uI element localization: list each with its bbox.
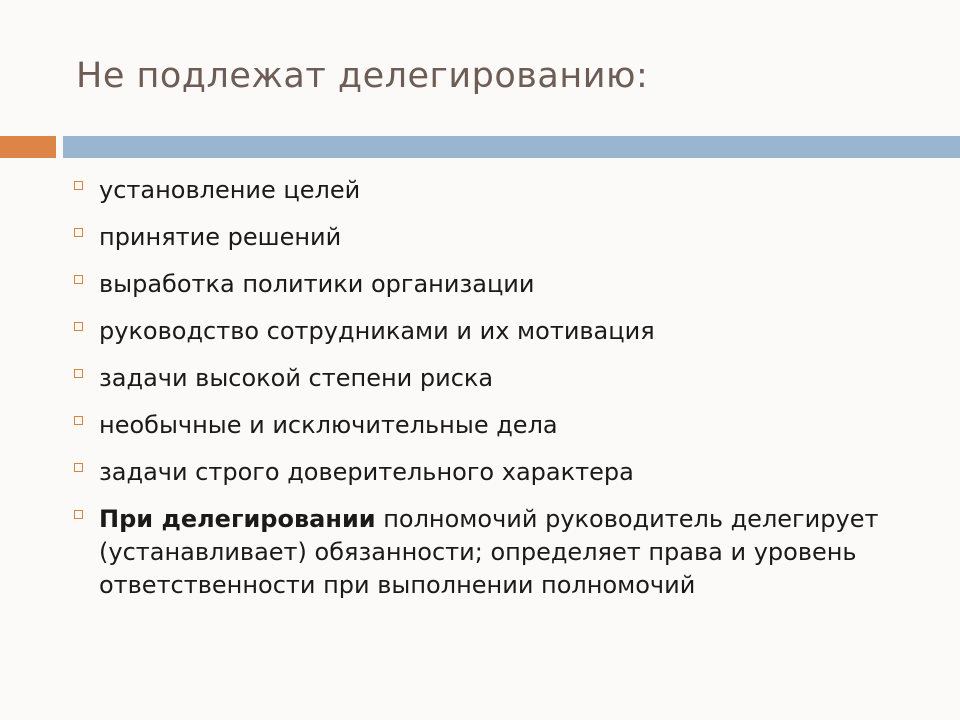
list-item (74, 362, 934, 395)
list-item-text: задачи высокой степени риска (99, 364, 494, 392)
bullet-square-icon (74, 228, 83, 237)
list-item-text: задачи строго доверительного характера (99, 458, 634, 486)
bullet-square-icon (74, 181, 83, 190)
list-item (74, 456, 934, 489)
list-item-delegation-note (74, 503, 934, 602)
bullet-square-icon (74, 322, 83, 331)
list-item (74, 221, 934, 254)
bullet-square-icon (74, 510, 83, 519)
title-rule-bar (63, 136, 960, 158)
bullet-square-icon (74, 416, 83, 425)
delegation-body-text: полномочий руководитель делегирует (устанавливает) обязанности; определяет права и уровень ответственности при выполнении полномочий (99, 505, 879, 599)
delegation-lead-text: При делегировании (99, 505, 376, 533)
list-item (74, 315, 934, 348)
list-item (74, 268, 934, 301)
list-item-text: установление целей (99, 176, 361, 204)
bullet-square-icon (74, 369, 83, 378)
list-item (74, 409, 934, 442)
list-item-text: необычные и исключительные дела (99, 411, 558, 439)
list-item-text: руководство сотрудниками и их мотивация (99, 317, 655, 345)
bullet-square-icon (74, 275, 83, 284)
bullet-list (74, 174, 934, 602)
accent-bar (0, 136, 56, 158)
list-item-text: принятие решений (99, 223, 342, 251)
list-item (74, 174, 934, 207)
slide-title: Не подлежат делегированию: (76, 56, 649, 96)
bullet-square-icon (74, 463, 83, 472)
list-item-text: выработка политики организации (99, 270, 535, 298)
